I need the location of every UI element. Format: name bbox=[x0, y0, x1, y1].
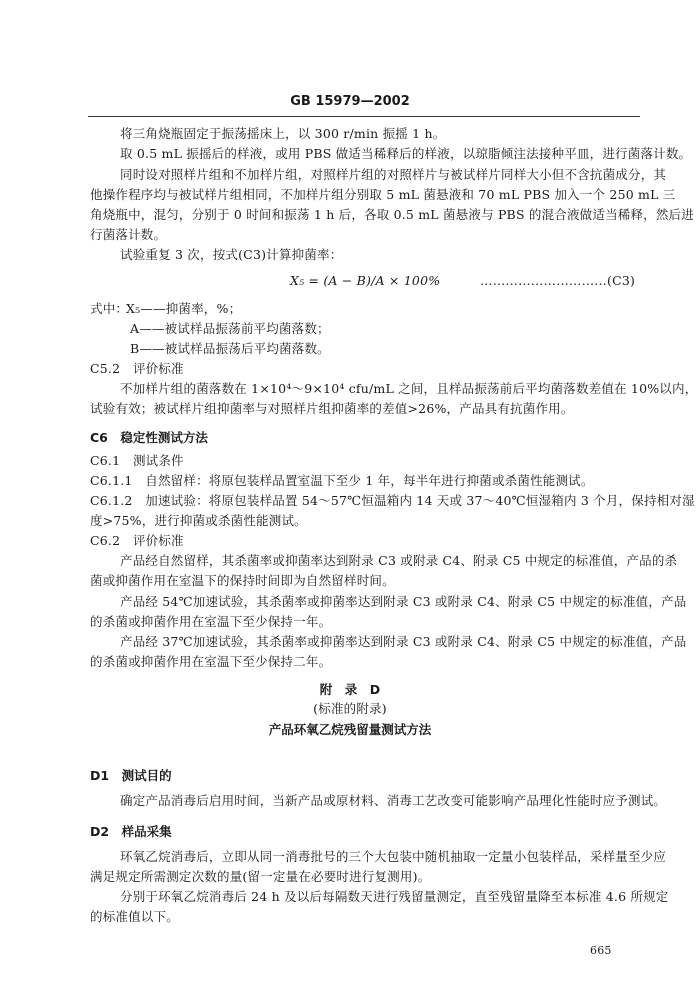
paragraph: 取 0.5 mL 振摇后的样液，或用 PBS 做适当稀释后的样液，以琼脂倾注法接种平皿，进行菌落计数。 bbox=[120, 146, 692, 161]
paragraph: 产品经 37℃加速试验，其杀菌率或抑菌率达到附录 C3 或附录 C4、附录 C5 中规定的标准值，产品 bbox=[120, 634, 687, 649]
paragraph: 将三角烧瓶固定于振荡摇床上，以 300 r/min 振摇 1 h。 bbox=[120, 126, 446, 141]
appendix-heading: 产品环氧乙烷残留量测试方法 bbox=[268, 722, 432, 737]
where-item: X₅——抑菌率，%； bbox=[126, 301, 242, 316]
paragraph: 同时设对照样片组和不加样片组，对照样片组的对照样片与被试样片同样大小但不含抗菌成分，其 bbox=[120, 167, 667, 182]
paragraph: 环氧乙烷消毒后，立即从同一消毒批号的三个大包装中随机抽取一定量小包装样品，采样量至少应 bbox=[120, 849, 667, 864]
paragraph: 分别于环氧乙烷消毒后 24 h 及以后每隔数天进行残留量测定，直至残留量降至本标准 4.6 所规定 bbox=[120, 889, 669, 904]
section-heading: C6.2 评价标准 bbox=[90, 533, 184, 548]
paragraph: 试验重复 3 次，按式(C3)计算抑菌率： bbox=[120, 247, 343, 262]
page-number: 665 bbox=[590, 944, 612, 957]
where-item: B——被试样品振荡后平均菌落数。 bbox=[130, 341, 330, 356]
standard-code: GB 15979—2002 bbox=[290, 94, 410, 109]
paragraph: 他操作程序均与被试样片组相同，不加样片组分别取 5 mL 菌悬液和 70 mL PBS 加入一个 250 mL 三 bbox=[90, 187, 676, 202]
section-title: C6 稳定性测试方法 bbox=[90, 430, 208, 445]
where-lead: 式中： bbox=[90, 301, 129, 316]
paragraph: C6.1.2 加速试验：将原包装样品置 54～57℃恒温箱内 14 天或 37～40℃恒湿箱内 3 个月，保持相对湿 bbox=[90, 493, 695, 508]
where-item: A——被试样品振荡前平均菌落数； bbox=[130, 321, 330, 336]
section-heading: C5.2 评价标准 bbox=[90, 361, 184, 376]
paragraph: 角烧瓶中，混匀，分别于 0 时间和振荡 1 h 后，各取 0.5 mL 菌悬液与 PBS 的混合液做适当稀释，然后进 bbox=[90, 207, 694, 222]
paragraph: 试验有效；被试样片组抑菌率与对照样片组抑菌率的差值>26%，产品具有抗菌作用。 bbox=[90, 401, 574, 416]
paragraph: 菌或抑菌作用在室温下的保持时间即为自然留样时间。 bbox=[90, 573, 395, 588]
paragraph: 的标准值以下。 bbox=[90, 909, 179, 924]
paragraph: 不加样片组的菌落数在 1×10⁴～9×10⁴ cfu/mL 之间，且样品振荡前后平均菌落数差值在 10%以内， bbox=[120, 381, 698, 396]
paragraph: 的杀菌或抑菌作用在室温下至少保持一年。 bbox=[90, 614, 332, 629]
paragraph: 度>75%，进行抑菌或杀菌性能测试。 bbox=[90, 513, 307, 528]
section-heading: C6.1 测试条件 bbox=[90, 453, 184, 468]
paragraph: 满足规定所需测定次数的量(留一定量在必要时进行复测用)。 bbox=[90, 869, 431, 884]
appendix-title: 附 录 D bbox=[319, 682, 381, 697]
paragraph: 确定产品消毒后启用时间，当新产品或原材料、消毒工艺改变可能影响产品理化性能时应予测试。 bbox=[120, 793, 667, 808]
formula-number: …………………………(C3) bbox=[480, 273, 636, 288]
paragraph: C6.1.1 自然留样：将原包装样品置室温下至少 1 年，每半年进行抑菌或杀菌性能测试。 bbox=[90, 473, 594, 488]
paragraph: 行菌落计数。 bbox=[90, 227, 167, 242]
appendix-subtitle: (标准的附录) bbox=[313, 701, 387, 716]
paragraph: 产品经自然留样，其杀菌率或抑菌率达到附录 C3 或附录 C4、附录 C5 中规定的标准值，产品的杀 bbox=[120, 553, 678, 568]
formula: X₅ = (A − B)/A × 100% bbox=[290, 273, 441, 288]
header-rule bbox=[88, 116, 640, 117]
paragraph: 的杀菌或抑菌作用在室温下至少保持二年。 bbox=[90, 654, 332, 669]
section-title: D1 测试目的 bbox=[90, 768, 172, 783]
paragraph: 产品经 54℃加速试验，其杀菌率或抑菌率达到附录 C3 或附录 C4、附录 C5 中规定的标准值，产品 bbox=[120, 594, 687, 609]
section-title: D2 样品采集 bbox=[90, 824, 172, 839]
